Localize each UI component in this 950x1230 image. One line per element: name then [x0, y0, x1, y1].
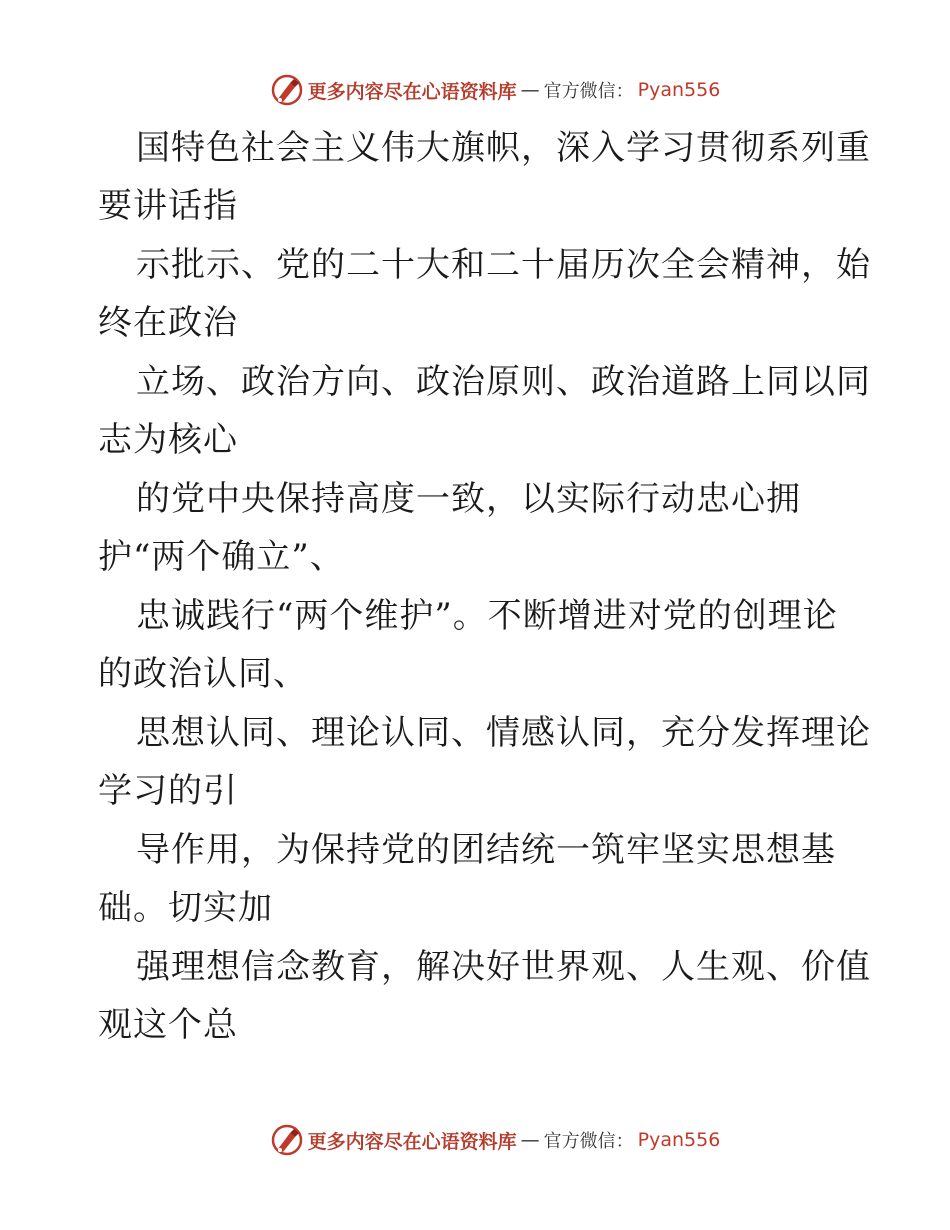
body-line: 志为核心 — [98, 420, 238, 460]
body-line: 国特色社会主义伟大旗帜，深入学习贯彻系列重 — [136, 128, 871, 168]
footer-account: Pyan556 — [637, 1129, 721, 1151]
header-banner — [0, 70, 950, 110]
header-separator: — — [520, 79, 540, 101]
body-line: 的党中央保持高度一致，以实际行动忠心拥 — [136, 479, 801, 519]
body-line: 立场、政治方向、政治原则、政治道路上同以同 — [136, 362, 871, 402]
header-brand-text: 更多内容尽在心语资料库 — [307, 80, 517, 103]
body-line: 导作用，为保持党的团结统一筑牢坚实思想基 — [136, 830, 836, 870]
header-account: Pyan556 — [637, 79, 721, 101]
footer-banner-inner — [270, 1123, 721, 1157]
pen-logo-icon — [270, 1123, 304, 1157]
body-line: 强理想信念教育，解决好世界观、人生观、价值 — [136, 947, 871, 987]
footer-label: 官方微信： — [543, 1131, 634, 1152]
body-line: 要讲话指 — [98, 186, 238, 226]
header-label: 官方微信： — [543, 81, 634, 102]
body-line: 的政治认同、 — [98, 654, 308, 694]
body-line: 学习的引 — [98, 771, 238, 811]
header-banner-inner — [270, 73, 721, 107]
footer-separator: — — [520, 1129, 540, 1151]
body-line: 观这个总 — [98, 1005, 238, 1045]
body-line: 终在政治 — [98, 303, 238, 343]
body-line: 思想认同、理论认同、情感认同，充分发挥理论 — [136, 713, 871, 753]
body-line: 示批示、党的二十大和二十届历次全会精神，始 — [136, 245, 871, 285]
footer-brand-text: 更多内容尽在心语资料库 — [307, 1130, 517, 1153]
footer-banner — [0, 1120, 950, 1160]
body-line: 护“两个确立”、 — [98, 537, 345, 577]
pen-logo-icon — [270, 73, 304, 107]
body-line: 忠诚践行“两个维护”。不断增进对党的创理论 — [136, 596, 838, 636]
body-line: 础。切实加 — [98, 888, 273, 928]
